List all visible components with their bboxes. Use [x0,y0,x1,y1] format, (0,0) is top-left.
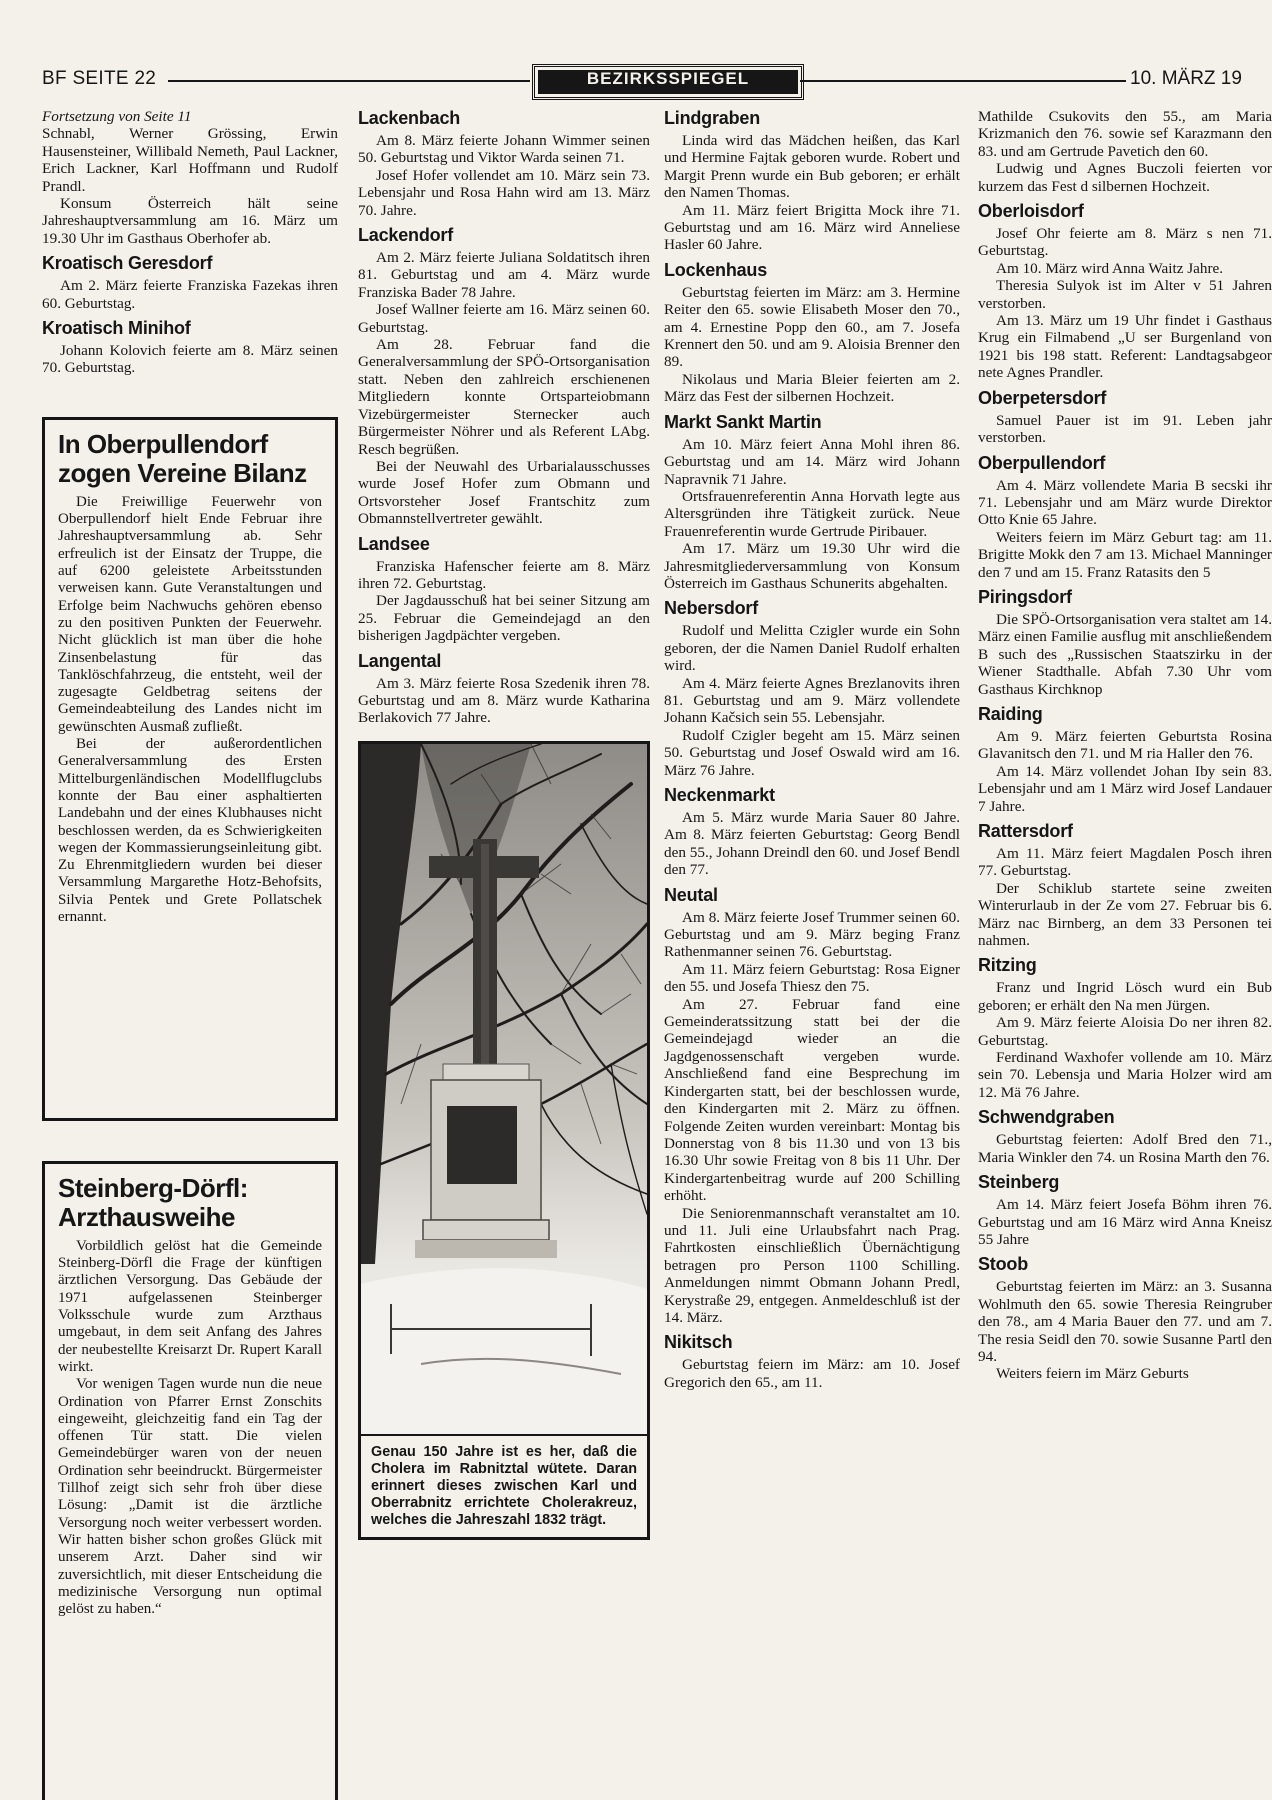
paragraph: Weiters feiern im März Geburt tag: am 11. Brigitte Mokk den 7 am 13. Michael Manninger den 7 und am 15. Franz Ratasits den 5 [978,528,1272,581]
paragraph: Johann Kolovich feierte am 8. März seinen 70. Geburtstag. [42,342,338,377]
section-banner-label: BEZIRKSSPIEGEL [538,70,798,94]
column-3 [664,108,960,1798]
paragraph: Am 8. März feierte Josef Trummer seinen 60. Geburtstag und am 9. März beging Franz Rathenmanner seinen 76. Geburtstag. [664,908,960,961]
section-heading: Markt Sankt Martin [664,411,822,432]
paragraph: Vorbildlich gelöst hat die Gemeinde Steinberg-Dörfl die Frage der künftigen ärztlichen Versorgung. Das Gebäude der 1971 aufgelassenen Steinberger Volksschule wurde zum Arzthaus umgebaut, in dem seit Anfang des Jahres der neubestellte Kreisarzt Dr. Rupert Karall wirkt. [58,1237,322,1375]
section-heading: Steinberg [978,1172,1060,1193]
paragraph: Josef Hofer vollendet am 10. März sein 73. Lebensjahr und Rosa Hahn wird am 13. März 70. Jahre. [358,166,650,219]
section-heading: Raiding [978,703,1043,724]
paragraph: Am 8. März feierte Johann Wimmer seinen 50. Geburtstag und Viktor Warda seinen 71. [358,132,650,167]
issue-date: 10. MÄRZ 19 [1130,68,1242,89]
paragraph: Am 4. März feierte Agnes Brezlanovits ihren 81. Geburtstag und am 9. März vollendete Johann Kačsich sein 55. Lebensjahr. [664,674,960,727]
paragraph: Geburtstag feierten im März: an 3. Susanna Wohlmuth den 65. sowie Theresia Reingruber den 78., am 4 Maria Bauer den 77. und am 7. The resia Seidl den 70. sowie Susanne Partl den 94. [978,1278,1272,1365]
paragraph: Am 3. März feierte Rosa Szedenik ihren 78. Geburtstag und am 8. März wurde Katharina Berlakovich 77 Jahre. [358,674,650,727]
boxed-article [42,1161,338,1800]
paragraph: Linda wird das Mädchen heißen, das Karl und Hermine Fajtak geboren wurde. Robert und Margit Prenn wurde ein Bub geboren; er erhält den Namen Thomas. [664,132,960,202]
paragraph: Am 27. Februar fand eine Gemeinderatssitzung statt bei der die Gemeindejagd wieder an die Jagdgenossenschaft vergeben wurde. Anschließend fand eine Besprechung im Kindergarten statt, bei der beschlossen wurde, den Kindergarten mit 2. März zu öffnen. Folgende Zeiten wurden vereinbart: Montag bis Donnerstag von 8 bis 11.30 und von 13 bis 16.30 Uhr sowie Freitag von 8 bis 11 Uhr. Der Kindergartenbeitrag wurde auf 200 Schilling erhöht. [664,995,960,1205]
column-4 [978,108,1272,1798]
section-heading: Oberpullendorf [978,452,1106,473]
column-2 [358,108,650,1798]
paragraph: Am 14. März feiert Josefa Böhm ihren 76. Geburtstag und am 16 März wird Anna Kneisz 55 Jahre [978,1196,1272,1248]
article-headline: In Oberpullendorf zogen Vereine Bilanz [58,428,307,488]
paragraph: Konsum Österreich hält seine Jahreshauptversammlung am 16. März um 19.30 Uhr im Gasthaus Oberhofer ab. [42,195,338,247]
paragraph: Die Freiwillige Feuerwehr von Oberpullendorf hielt Ende Februar ihre Jahreshauptversammlung ab. Sehr erfreulich ist der Einsatz der Truppe, die auf 6200 geleistete Arbeitsstunden verweisen kann. Gute Veranstaltungen und Erfolge beim Nachwuchs gehören ebenso zu den positiven Punkten der Feuerwehr. Nicht glücklich ist man über die hohe Zinsenbelastung für das Tanklöschfahrzeug, die entsteht, weil der zugesagte Geldbetrag seitens der Gemeindeabteilung des Landes nicht im gewünschten Ausmaß zufließt. [58,493,322,735]
paragraph: Ferdinand Waxhofer vollende am 10. März sein 70. Lebensja und Maria Holzer wird am 12. Mä 76 Jahre. [978,1049,1272,1101]
paragraph: Geburtstag feierten: Adolf Bred den 71., Maria Winkler den 74. un Rosina Marth den 76. [978,1131,1272,1166]
article-headline: Steinberg-Dörfl: Arzthausweihe [58,1172,248,1232]
paragraph: Franziska Hafenscher feierte am 8. März ihren 72. Geburtstag. [358,557,650,592]
paragraph: Mathilde Csukovits den 55., am Maria Krizmanich den 76. sowie sef Karazmann den 83. und am Gertrude Pavetich den 60. [978,108,1272,160]
paragraph: Vor wenigen Tagen wurde nun die neue Ordination von Pfarrer Ernst Zonschits eingeweiht, gleichzeitig fand ein Tag der offenen Tür statt. Die vielen Gemeindebürger waren von der neuen Ordination sehr beeindruckt. Bürgermeister Tillhof zeigt sich sehr froh über diese Lösung: „Damit ist die ärztliche Versorgung noch weiter verbessert worden. Wir hatten bisher schon großes Glück mit unserem Arzt. Daher sind wir zuversichtlich, mit dieser Entscheidung die medizinische Versorgung nun optimal gelöst zu haben.“ [58,1376,322,1618]
photo-with-caption [358,741,650,1540]
paragraph: Am 14. März vollendet Johan Iby sein 83. Lebensjahr und am 1 März wird Josef Landauer 7 Jahre. [978,762,1272,815]
paragraph: Bei der Neuwahl des Urbarialausschusses wurde Josef Hofer zum Obmann und Ortsvorsteher Josef Frantschitz zum Obmannstellvertreter gewählt. [358,457,650,528]
section-heading: Schwendgraben [978,1107,1115,1128]
paragraph: Theresia Sulyok ist im Alter v 51 Jahren verstorben. [978,277,1272,312]
paragraph: Josef Wallner feierte am 16. März seinen 60. Geburtstag. [358,301,650,336]
section-heading: Lockenhaus [664,259,768,280]
paragraph: Rudolf und Melitta Czigler wurde ein Sohn geboren, der die Namen Daniel Rudolf erhalten wird. [664,622,960,675]
section-heading: Landsee [358,533,430,554]
paragraph: Der Schiklub startete seine zweiten Winterurlaub in der Ze vom 27. Februar bis 6. März nac Birnberg, an dem 33 Personen tei nahmen. [978,879,1272,950]
paragraph: Am 2. März feierte Franziska Fazekas ihren 60. Geburtstag. [42,277,338,312]
paragraph: Am 28. Februar fand die Generalversammlung der SPÖ-Ortsorganisation statt. Neben den zahlreich erschienenen Mitgliedern konnte Ortsparteiobmann Vizebürgermeister Sternecker auch Bürgermeister Nöhrer und als Referent LAbg. Resch begrüßen. [358,336,650,458]
section-heading: Kroatisch Geresdorf [42,253,213,274]
paragraph: Am 9. März feierte Aloisia Do ner ihren 82. Geburtstag. [978,1014,1272,1049]
paragraph: Nikolaus und Maria Bleier feierten am 2. März das Fest der silbernen Hochzeit. [664,370,960,406]
section-heading: Kroatisch Minihof [42,318,191,339]
section-heading: Piringsdorf [978,586,1072,607]
section-heading: Neutal [664,884,718,905]
paragraph: Ludwig und Agnes Buczoli feierten vor kurzem das Fest d silbernen Hochzeit. [978,160,1272,195]
paragraph: Am 11. März feiern Geburtstag: Rosa Eigner den 55. und Josefa Thiesz den 75. [664,960,960,996]
paragraph: Am 4. März vollendete Maria B secski ihr 71. Lebensjahr und am März wurde Direktor Otto Knie 65 Jahre. [978,476,1272,529]
paragraph: Geburtstag feiern im März: am 10. Josef Gregorich den 65., am 11. [664,1356,960,1391]
paragraph: Geburtstag feierten im März: am 3. Hermine Reiter den 65. sowie Elisabeth Moser den 70., am 4. Ernestine Popp den 60., am 7. Josefa Krennert den 50. und am 9. Aloisia Brenner den 89. [664,283,960,371]
paragraph: Am 10. März feiert Anna Mohl ihren 86. Geburtstag und am 14. März wird Johann Napravnik 71 Jahre. [664,435,960,488]
paragraph: Bei der außerordentlichen Generalversammlung des Ersten Mittelburgenländischen Modellflugclubs konnte der Bau einer asphaltierten Landebahn und der eines Klubhauses nicht beschlossen werden, da es Schwierigkeiten wegen der Kommassierungseinleitung gibt. Zu Ehrenmitgliedern wurden bei dieser Versammlung Margarethe Hotz-Behofsits, Silvia Pentek und Grete Pollatschek ernannt. [58,736,322,925]
photo-illustration [361,744,647,1434]
paragraph: Am 17. März um 19.30 Uhr wird die Jahresmitgliederversammlung von Konsum Österreich im Gasthaus Schunerits abgehalten. [664,540,960,592]
section-heading: Oberpetersdorf [978,387,1107,408]
paragraph: Ortsfrauenreferentin Anna Horvath legte aus Altersgründen ihre Tätigkeit zurück. Neue Frauenreferentin wurde Gertrude Piribauer. [664,487,960,540]
section-heading: Lackenbach [358,108,461,128]
section-banner [532,64,804,100]
paragraph: Am 10. März wird Anna Waitz Jahre. [996,259,1224,277]
section-heading: Neckenmarkt [664,785,775,805]
photo-caption: Genau 150 Jahre ist es her, daß die Cholera im Rabnitztal wütete. Daran erinnert dieses zwischen Karl und Oberrabnitz errichtete Cholerakreuz, welches die Jahreszahl 1832 trägt. [361,1434,647,1537]
section-heading: Langental [358,650,442,671]
paragraph: Am 11. März feiert Brigitta Mock ihre 71. Geburtstag und am 16. März wird Anneliese Hasler 60 Jahre. [664,201,960,254]
paragraph: Franz und Ingrid Lösch wurd ein Bub geboren; er erhält den Na men Jürgen. [978,979,1272,1014]
paragraph: Die Seniorenmannschaft veranstaltet am 10. und 11. Juli eine Urlaubsfahrt nach Prag. Fahrtkosten einschließlich Übernächtigung betragen pro Person 1100 Schilling. Anmeldungen nimmt Obmann Johann Predl, Kerystraße 29, entgegen. Anmeldeschluß ist der 14. März. [664,1204,960,1326]
section-heading: Rattersdorf [978,821,1073,841]
section-heading: Lindgraben [664,108,760,128]
paragraph: Der Jagdausschuß hat bei seiner Sitzung am 25. Februar die Gemeindejagd an den bisherigen Jagdpächter vergeben. [358,592,650,645]
section-heading: Ritzing [978,955,1037,976]
header-rule-right [800,80,1126,82]
paragraph: Am 11. März feiert Magdalen Posch ihren 77. Geburtstag. [978,845,1272,880]
column-1 [42,108,338,1800]
section-heading: Stoob [978,1254,1028,1275]
paragraph: Schnabl, Werner Grössing, Erwin Hausensteiner, Willibald Nemeth, Paul Lackner, Erich Lackner, Karl Hoffmann und Rudolf Prandl. [42,125,338,195]
paragraph: Die SPÖ-Ortsorganisation vera staltet am 14. März einen Familie ausflug mit anschließendem B such des „Russischen Staatszirku in der Wiener Stadthalle. Abfah 7.30 Uhr vom Gasthaus Kirchknop [978,610,1272,698]
continuation-note: Fortsetzung von Seite 11 [42,108,192,125]
paragraph: Am 2. März feierte Juliana Soldatitsch ihren 81. Geburtstag und am 4. März wurde Franziska Bader 78 Jahre. [358,249,650,301]
paragraph: Am 9. März feierten Geburtsta Rosina Glavanitsch den 71. und M ria Haller den 76. [978,727,1272,763]
paragraph: Samuel Pauer ist im 91. Leben jahr verstorben. [978,411,1272,447]
page-number: BF SEITE 22 [42,68,157,89]
section-heading: Nebersdorf [664,598,759,619]
paragraph: Weiters feiern im März Geburts [996,1365,1189,1383]
paragraph: Josef Ohr feierte am 8. März s nen 71. Geburtstag. [978,225,1272,260]
boxed-article [42,417,338,1121]
section-heading: Lackendorf [358,225,454,246]
section-heading: Oberloisdorf [978,201,1084,222]
photo-cholera-cross [361,744,647,1434]
section-heading: Nikitsch [664,1332,733,1353]
paragraph: Am 13. März um 19 Uhr findet i Gasthaus Krug ein Filmabend „U ser Burgenland von 1921 bis 198 statt. Referent: Landtagsabgeor nete Agnes Prandler. [978,312,1272,382]
header-rule-left [168,80,530,82]
paragraph: Am 5. März wurde Maria Sauer 80 Jahre. Am 8. März feierten Geburtstag: Georg Bendl den 55., Johann Dreindl den 60. und Josef Bendl den 77. [664,809,960,879]
paragraph: Rudolf Czigler begeht am 15. März seinen 50. Geburtstag und Josef Oswald wird am 16. März 76 Jahre. [664,726,960,779]
